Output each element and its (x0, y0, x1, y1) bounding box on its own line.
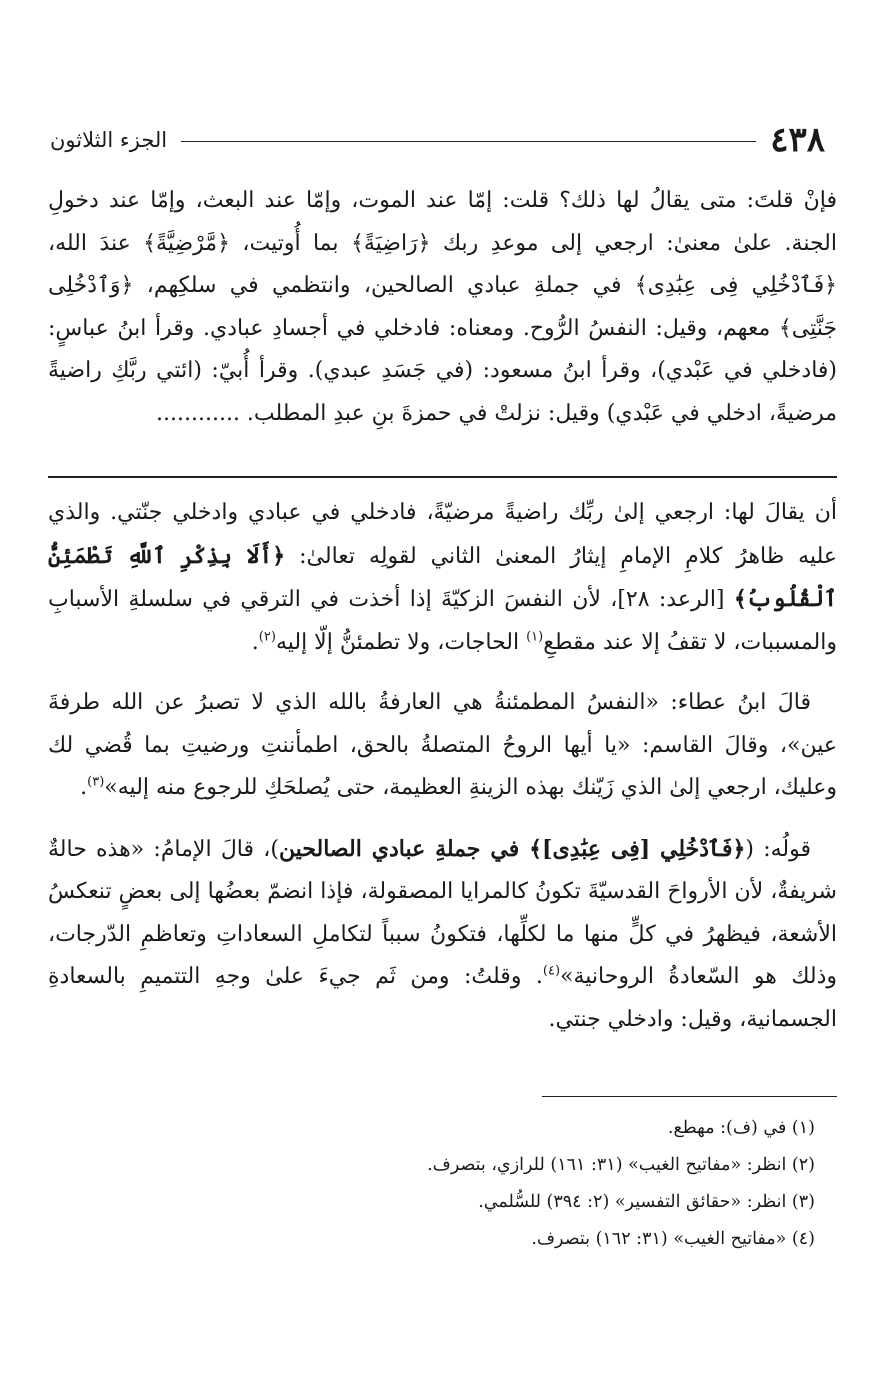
footnote-rule (542, 1096, 837, 1097)
paragraph-3 (48, 828, 837, 1042)
header-rule (181, 141, 756, 142)
paragraph-text: أن يقالَ لها: ارجعي إلىٰ ربِّك راضيةً مرضيّةً، فادخلي في عبادي وادخلي جنّتي. والذي عليه ظاهرُ كلامِ الإمامِ إيثارُ المعنىٰ الثاني لقولِه تعالىٰ: (48, 500, 837, 569)
paragraph-text: [الرعد: ٢٨]، لأن النفسَ الزكيّةَ إذا أخذت في الترقي في سلسلةِ الأسبابِ والمسببات، لا تقفُ إلا عند مقطعِ (48, 587, 837, 655)
commentary-block (48, 180, 837, 435)
paragraph-1 (48, 492, 837, 664)
footnote-ref[interactable]: (٤) (542, 963, 561, 979)
running-header (50, 118, 825, 162)
paragraph-text: الحاجات، ولا تطمئنُّ إلّا إليه (275, 629, 527, 655)
footnote-1: (١) في (ف): مهطع. (667, 1118, 815, 1138)
paragraph-text: . (80, 775, 88, 800)
paragraph-2 (48, 682, 837, 810)
commentary-text: فإنْ قلتَ: متى يقالُ لها ذلك؟ قلت: إمّا عند الموت، وإمّا عند البعث، وإمّا عند دخولِ الجنة. علىٰ معنىٰ: ارجعي إلى موعدِ ربك ﴿رَاضِيَةً﴾ بما أُوتيت، ﴿مَّرْضِيَّةً﴾ عندَ الله، ﴿فَٱدْخُلِي فِى عِبَٰدِى﴾ في جملةِ عبادي الصالحين، وانتظمي في سلكِهم، ﴿وَٱدْخُلِى جَنَّتِى﴾ معهم، وقيل: النفسُ الرُّوح. ومعناه: فادخلي في أجسادِ عبادي. وقرأ ابنُ عباسٍ: (فادخلي في عَبْدي)، وقرأ ابنُ مسعود: (في جَسَدِ عبدي). وقرأ أُبيّ: (ائتي ربَّكِ راضيةً مرضيةً، ادخلي في عَبْدي) وقيل: نزلتْ في حمزةَ بنِ عبدِ المطلب. ............ (48, 188, 837, 426)
running-title: الجزء الثلاثون (50, 128, 168, 152)
footnote-ref[interactable]: (٣) (87, 774, 105, 790)
footnote-3: (٣) انظر: «حقائق التفسير» (٢: ٣٩٤) للسُّلمي. (478, 1192, 815, 1212)
paragraph-text: . (251, 629, 259, 655)
main-divider (48, 476, 837, 478)
footnote-ref[interactable]: (١) (526, 629, 544, 645)
paragraph-text: قالَ ابنُ عطاء: «النفسُ المطمئنةُ هي العارفةُ بالله الذي لا تصبرُ عن الله طرفةَ عين»، وقالَ القاسم: «يا أيها الروحُ المتصلةُ بالحق، اطمأننتِ ورضيتِ بما قُضي لك وعليك، ارجعي إلىٰ الذي زَيّنك بهذه الزينةِ العظيمة، حتى يُصلحَكِ للرجوع منه إليه» (48, 690, 837, 800)
quran-quote: ﴿فَٱدْخُلِي [فِى عِبَٰدِى]﴾ في جملةِ عبادي الصالحين (278, 835, 746, 862)
page-number: ٤٣٨ (770, 120, 825, 160)
paragraph-text: قولُه: ( (745, 836, 811, 862)
footnotes (60, 1110, 815, 1258)
paragraph-text: )، قالَ الإمامُ: «هذه حالةٌ شريفةٌ، لأن الأرواحَ القدسيّةَ تكونُ كالمرايا المصقولة، فإذا انضمّ بعضُها إلى بعضٍ تنعكسُ الأشعة، فيظهرُ في كلٍّ منها ما لكلِّها، فتكونُ سبباً لتكاملِ السعاداتِ وتعاظمِ الدّرجات، وذلك هو السّعادةُ الروحانية» (48, 836, 837, 989)
footnote-4: (٤) «مفاتيح الغيب» (٣١: ١٦٢) بتصرف. (531, 1229, 815, 1249)
paragraph-text: . وقلتُ: ومن ثَم جيءَ علىٰ وجهِ التتميمِ بالسعادةِ الجسمانية، وقيل: وادخلي جنتي. (48, 964, 837, 1032)
footnote-ref[interactable]: (٢) (258, 629, 276, 645)
quran-quote: ﴿أَلَا بِذِكْرِ ٱللَّهِ تَطْمَئِنُّ ٱلْقُلُوبُ﴾ (48, 542, 837, 612)
footnote-2: (٢) انظر: «مفاتيح الغيب» (٣١: ١٦١) للرازي، بتصرف. (427, 1155, 815, 1175)
main-text-block (48, 492, 837, 1059)
